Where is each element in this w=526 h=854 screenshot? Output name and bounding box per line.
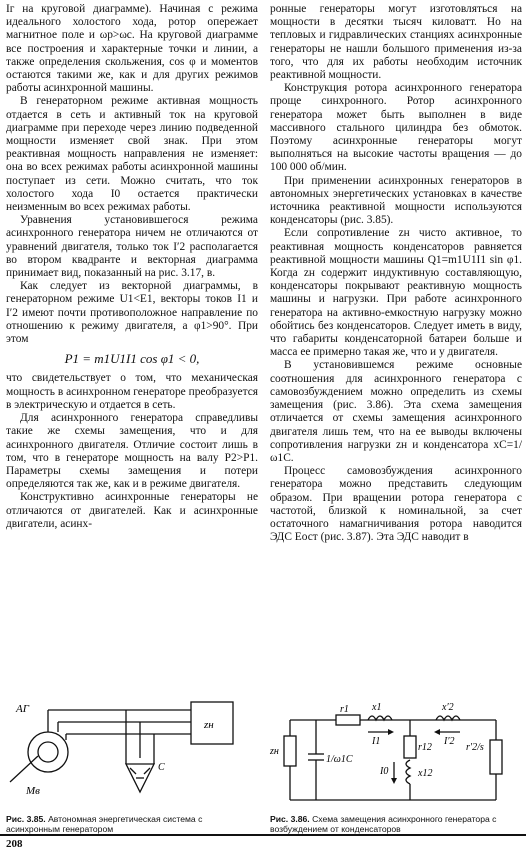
caption-fig-3-86 bbox=[270, 814, 522, 834]
label-i1: I1 bbox=[372, 736, 381, 747]
page-number: 208 bbox=[6, 838, 23, 850]
page-bottom-rule bbox=[0, 834, 526, 836]
label-ag: АГ bbox=[16, 703, 29, 715]
right-column bbox=[270, 3, 522, 544]
figure-3-86 bbox=[268, 700, 520, 808]
paragraph: Процесс самовозбуждения асинхронного генератора можно представить следующим образом. При вращении ротора генератора с частотой, близкой к номинальной, за счет остаточного намагничивания ротора наводится ЭДС Eост (рис. 3.87). Эта ЭДС наводит в bbox=[270, 465, 522, 544]
paragraph: Если сопротивление zн чисто активное, то реактивная мощность конденсаторов равняется реактивной мощности машины Q1=m1U1I1 sin φ1. Когда zн содержит индуктивную составляющую, конденсаторы покрывают реактивную мощность машины и нагрузки. При работе асинхронного генератора на активно-емкостную нагрузку можно обойтись без конденсаторов. Следует иметь в виду, что габариты конденсаторной батареи больше и масса ее примерно такая же, что и у двигателя. bbox=[270, 227, 522, 359]
label-x12: x12 bbox=[418, 768, 433, 779]
caption-text: Схема замещения асинхронного генератора с возбуждением от конденсаторов bbox=[270, 814, 497, 834]
label-zn: zн bbox=[204, 719, 214, 731]
label-i2: I′2 bbox=[444, 736, 455, 747]
label-zn: zн bbox=[270, 746, 279, 757]
figure-3-85 bbox=[6, 700, 256, 808]
paragraph: Конструкция ротора асинхронного генератора проще синхронного. Ротор асинхронного генератора может быть выполнен в виде массивного стального цилиндра без обмоток. Поэтому асинхронные генераторы могут выполняться на высокие частоты вращения — до 100 000 об/мин. bbox=[270, 82, 522, 174]
paragraph: Конструктивно асинхронные генераторы не отличаются от двигателей. Как и асинхронные двигатели, асинх- bbox=[6, 491, 258, 530]
label-c: C bbox=[158, 762, 165, 773]
paragraph: В генераторном режиме активная мощность отдается в сеть и активный ток на круговой диаграмме при переходе через линию подведенной мощности изменяет свой знак. При этом реактивная мощность направления не изменяет: она во всех режимах работы асинхронной машины поступает из сети. Можно считать, что ток холостого хода I0 остается практически неизменным во всех режимах работы. bbox=[6, 95, 258, 214]
paragraph: что свидетельствует о том, что механическая мощность в асинхронном генераторе преобразуется в электрическую и отдается в сеть. bbox=[6, 372, 258, 411]
label-x2: x′2 bbox=[442, 702, 454, 713]
label-r12: r12 bbox=[418, 742, 432, 753]
label-c: 1/ω1C bbox=[326, 754, 353, 765]
label-i0: I0 bbox=[380, 766, 389, 777]
formula-power: P1 = m1U1I1 cos φ1 < 0, bbox=[64, 351, 200, 367]
paragraph: При применении асинхронных генераторов в автономных энергетических установках в качестве источника реактивной мощности используются конденсаторы (рис. 3.85). bbox=[270, 174, 522, 227]
left-column bbox=[6, 3, 258, 531]
label-r1: r1 bbox=[340, 704, 349, 715]
paragraph: Как следует из векторной диаграммы, в генераторном режиме U1<E1, векторы токов I1 и I′2 имеют почти противоположное направление по отношению к режиму двигателя, а φ1>90°. При этом bbox=[6, 280, 258, 346]
paragraph: ронные генераторы могут изготовляться на мощности в десятки тысяч киловатт. Но на тепловых и гидравлических станциях асинхронные генераторы не нашли большого применения из-за того, что для их работы необходим источник реактивной мощности. bbox=[270, 3, 522, 82]
paragraph: Уравнения установившегося режима асинхронного генератора ничем не отличаются от уравнений двигателя, только ток I′2 располагается во втором квадранте и векторная диаграмма принимает вид, показанный на рис. 3.17, в. bbox=[6, 214, 258, 280]
paragraph: Для асинхронного генератора справедливы такие же схемы замещения, что и для асинхронного двигателя. Отличие состоит лишь в том, что в генераторе мощность на валу P2>P1. Параметры схемы замещения и потери определяются так же, как и в режиме двигателя. bbox=[6, 412, 258, 491]
label-r2s: r′2/s bbox=[466, 742, 484, 753]
paragraph: Iг на круговой диаграмме). Начиная с режима идеального холостого хода, ротор опережает магнитное поле и ωр>ωc. На круговой диаграмме все построения и характерные точки и линии, а также определения скольжения, cos φ и моментов остаются такими же, как и для других режимов работы асинхронной машины. bbox=[6, 3, 258, 95]
caption-text: Автономная энергетическая система с асинхронным генератором bbox=[6, 814, 203, 834]
label-mv: Mв bbox=[26, 785, 40, 797]
caption-number: Рис. 3.86. bbox=[270, 814, 310, 824]
caption-fig-3-85 bbox=[6, 814, 256, 834]
paragraph: В установившемся режиме основные соотношения для асинхронного генератора с самовозбуждением можно определить из схемы замещения (рис. 3.86). Эта схема замещения отличается от схемы замещения асинхронного двигателя лишь тем, что на ее выводы включены сопротивления нагрузки zн и конденсатора xC=1/ω1C. bbox=[270, 359, 522, 464]
label-x1: x1 bbox=[372, 702, 382, 713]
caption-number: Рис. 3.85. bbox=[6, 814, 46, 824]
